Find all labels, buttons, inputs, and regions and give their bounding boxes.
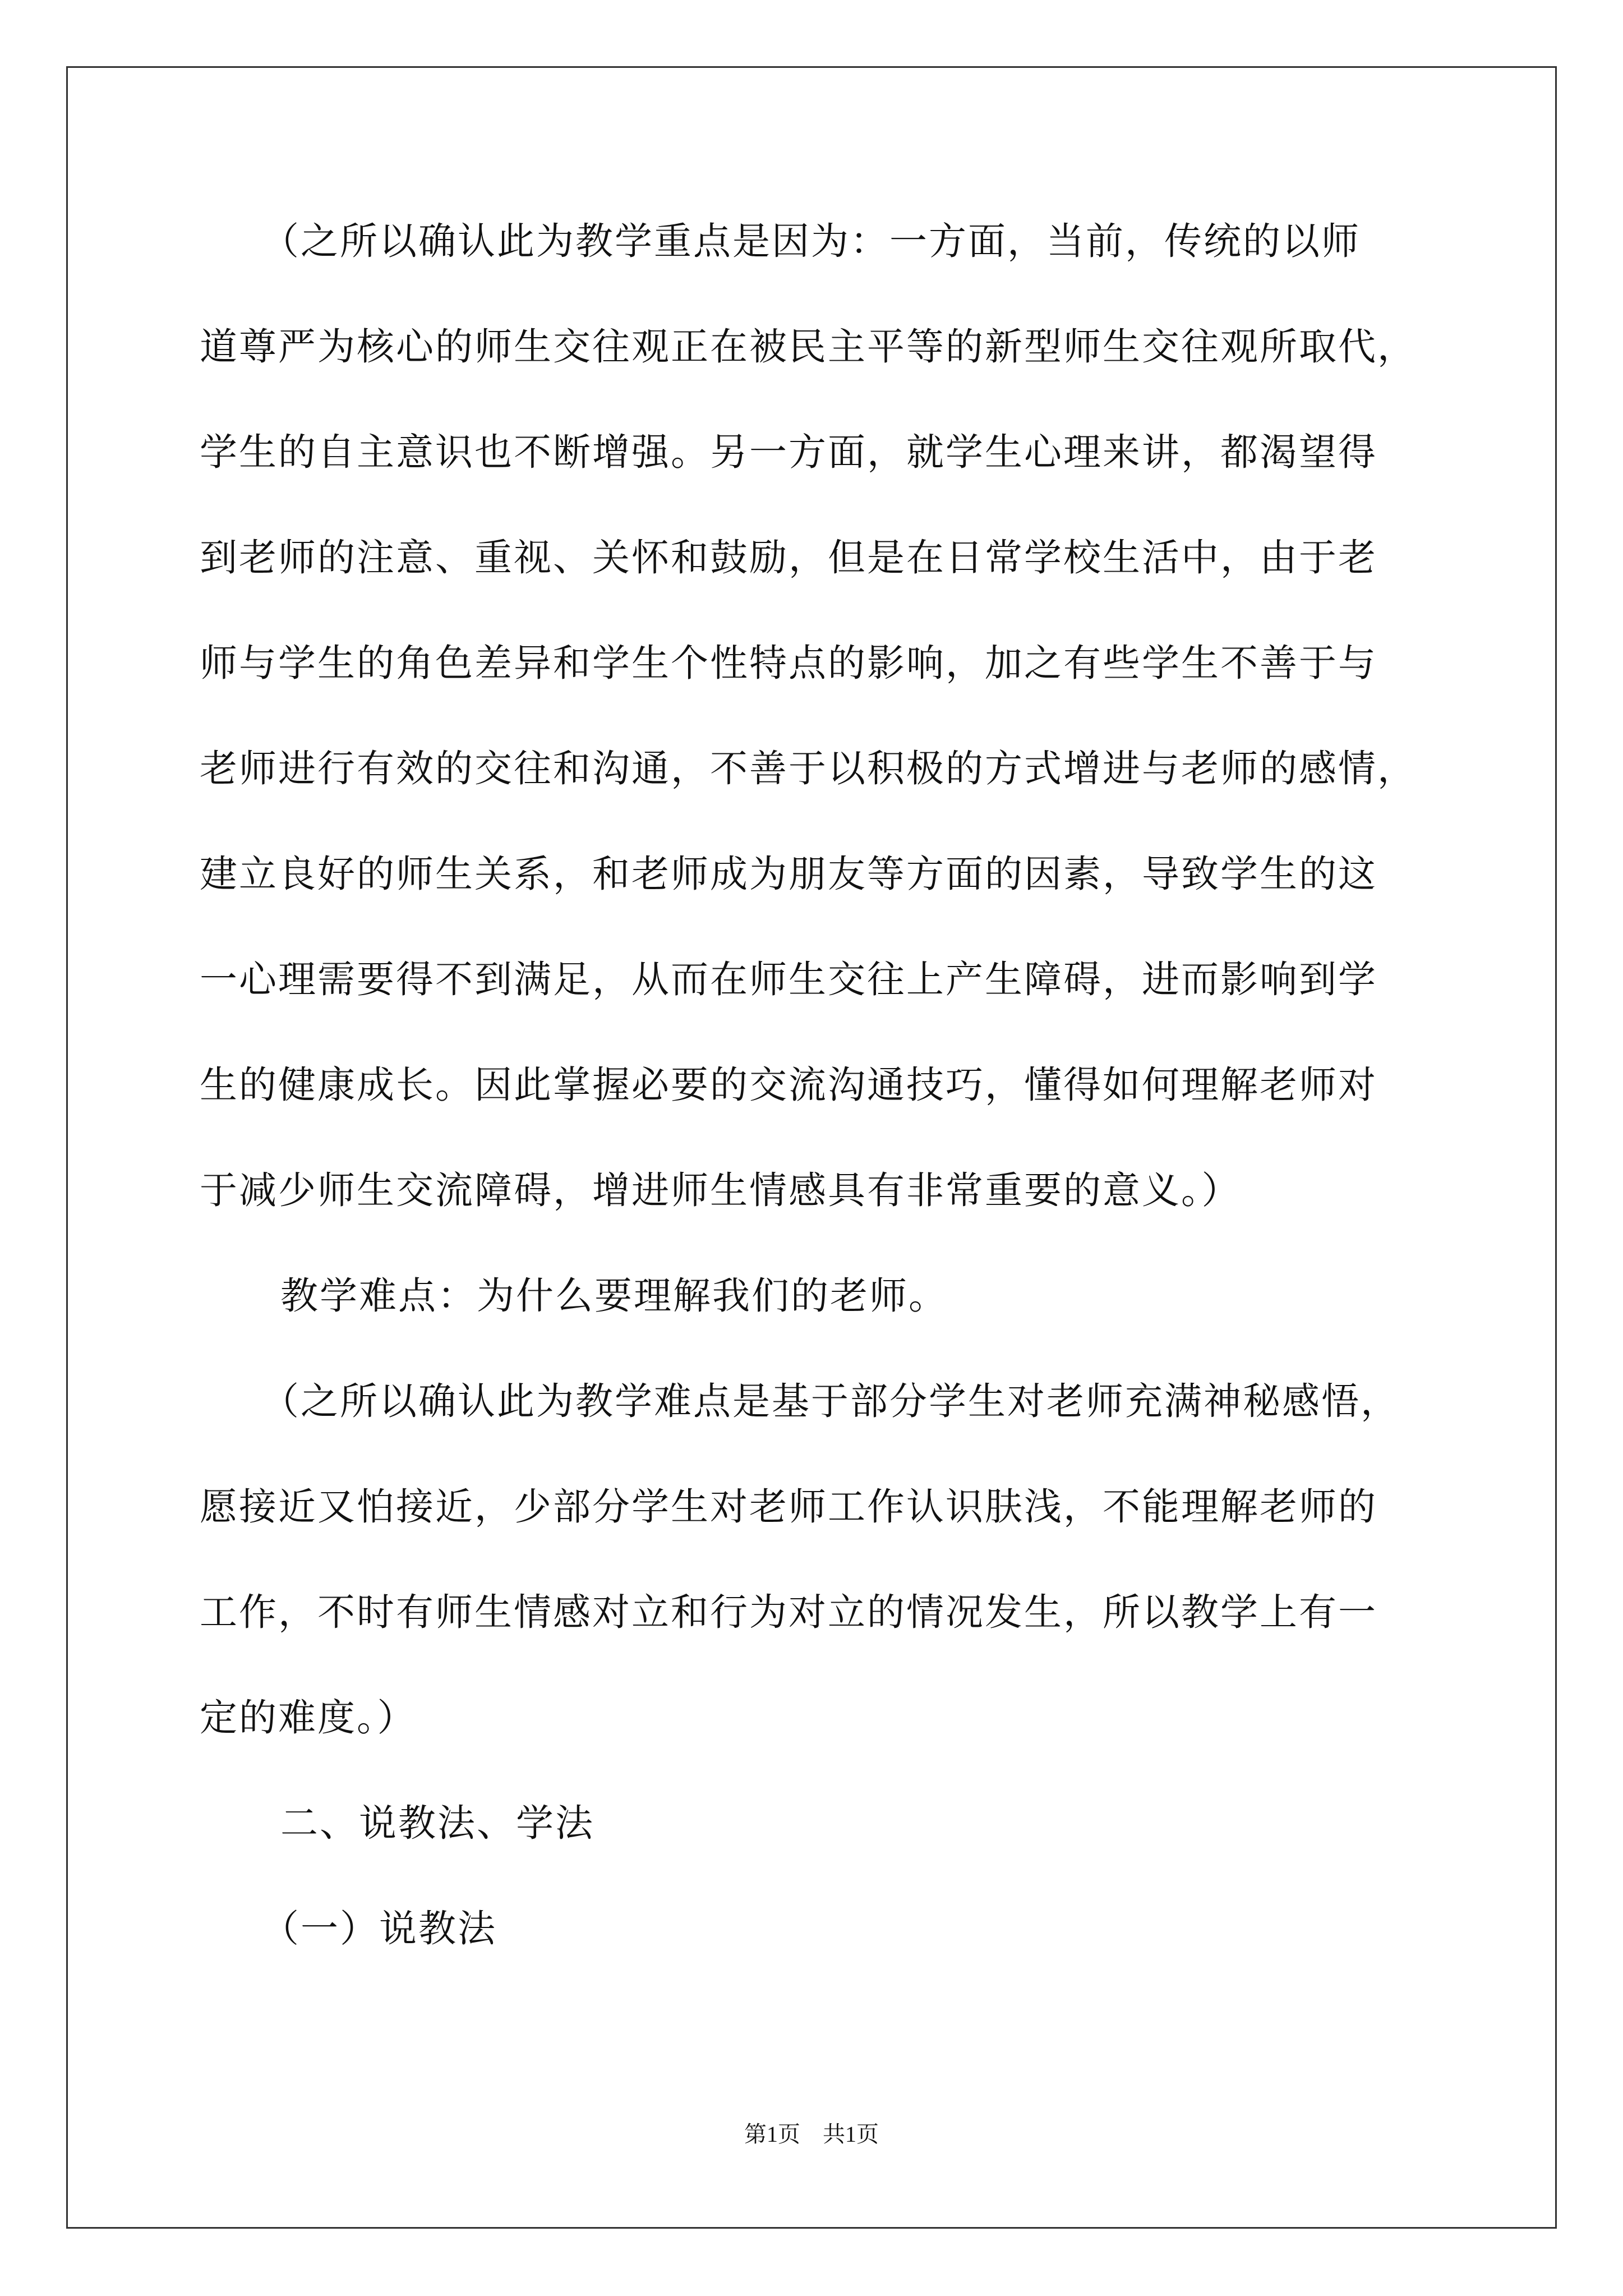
text-line: 道尊严为核心的师生交往观正在被民主平等的新型师生交往观所取代， xyxy=(200,325,1417,369)
text-line: 一心理需要得不到满足，从而在师生交往上产生障碍，进而影响到学 xyxy=(200,958,1377,1001)
text-line: 于减少师生交流障碍，增进师生情感具有非常重要的意义。） xyxy=(200,1168,1241,1212)
text-line: 定的难度。） xyxy=(200,1696,417,1740)
text-line: 学生的自主意识也不断增强。另一方面，就学生心理来讲，都渴望得 xyxy=(200,430,1377,474)
text-line: （之所以确认此为教学难点是基于部分学生对老师充满神秘感悟， xyxy=(261,1379,1400,1423)
page-number: 第1页 xyxy=(744,2122,800,2147)
subsection-heading: （一）说教法 xyxy=(261,1907,497,1950)
text-line: 生的健康成长。因此掌握必要的交流沟通技巧，懂得如何理解老师对 xyxy=(200,1063,1377,1107)
text-line: 工作，不时有师生情感对立和行为对立的情况发生，所以教学上有一 xyxy=(200,1590,1377,1634)
text-line: （之所以确认此为教学重点是因为：一方面，当前，传统的以师 xyxy=(261,219,1361,263)
text-line: 愿接近又怕接近，少部分学生对老师工作认识肤浅，不能理解老师的 xyxy=(200,1485,1377,1529)
text-line: 老师进行有效的交往和沟通，不善于以积极的方式增进与老师的感情， xyxy=(200,747,1417,790)
text-line: 建立良好的师生关系，和老师成为朋友等方面的因素，导致学生的这 xyxy=(200,852,1377,896)
page-border xyxy=(66,66,1557,2229)
text-line: 师与学生的角色差异和学生个性特点的影响，加之有些学生不善于与 xyxy=(200,641,1377,685)
page-footer xyxy=(0,2120,1623,2148)
text-line: 到老师的注意、重视、关怀和鼓励，但是在日常学校生活中，由于老 xyxy=(200,536,1377,579)
text-line-difficulty-heading: 教学难点：为什么要理解我们的老师。 xyxy=(280,1274,948,1318)
page-total: 共1页 xyxy=(823,2122,879,2147)
section-heading: 二、说教法、学法 xyxy=(280,1801,594,1845)
